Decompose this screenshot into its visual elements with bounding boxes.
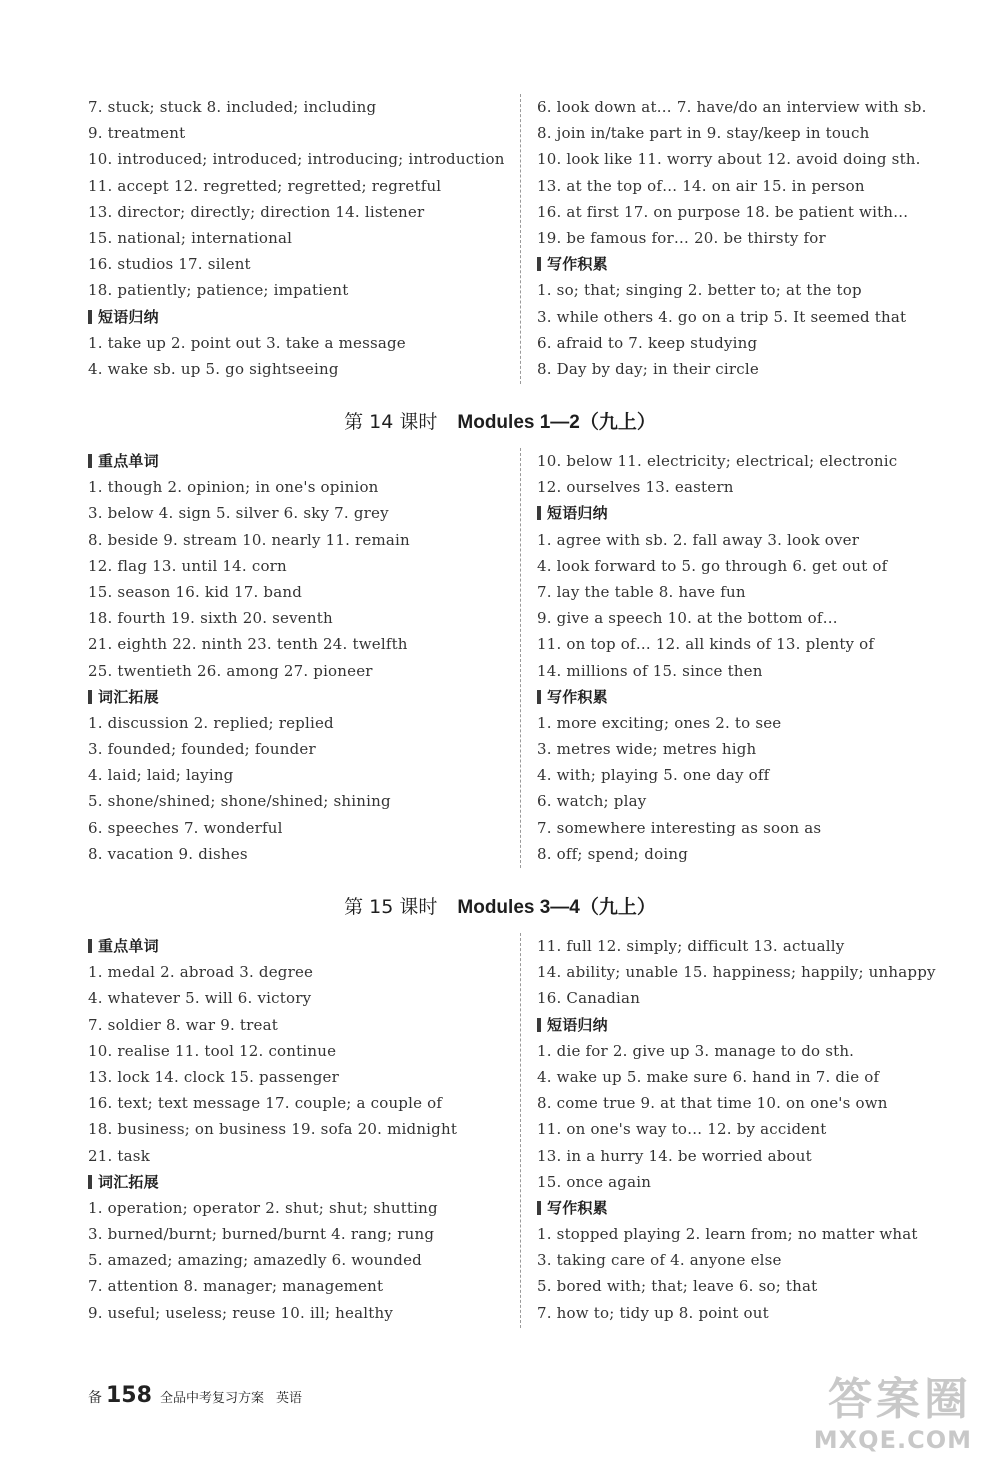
lesson15-left-column xyxy=(88,933,508,1326)
answer-text: 16. text; text message 17. couple; a couple of xyxy=(88,1094,443,1113)
section-heading xyxy=(537,251,957,277)
lesson15-right-column xyxy=(537,933,957,1326)
answer-line xyxy=(88,1064,508,1090)
section-heading-label: 重点单词 xyxy=(98,452,159,470)
answer-line xyxy=(537,1221,957,1247)
answer-line xyxy=(537,304,957,330)
answer-line xyxy=(537,985,957,1011)
lesson14-left-column xyxy=(88,448,508,867)
answer-line xyxy=(537,841,957,867)
answer-text: 4. whatever 5. will 6. victory xyxy=(88,989,312,1008)
answer-line xyxy=(537,356,957,382)
answer-line xyxy=(88,330,508,356)
lesson-14-title-en: Modules 1—2（九上） xyxy=(457,412,656,433)
answer-line xyxy=(88,579,508,605)
answer-text: 1. stopped playing 2. learn from; no matter what xyxy=(537,1225,918,1244)
section-heading-label: 写作积累 xyxy=(547,1198,608,1217)
answer-text: 7. how to; tidy up 8. point out xyxy=(537,1303,769,1322)
answer-line xyxy=(88,553,508,579)
answer-line xyxy=(537,1038,957,1064)
answer-text: 1. discussion 2. replied; replied xyxy=(88,713,334,732)
answer-line xyxy=(537,736,957,762)
answer-text: 18. business; on business 19. sofa 20. midnight xyxy=(88,1120,458,1139)
watermark-logo xyxy=(772,1374,972,1454)
answer-line xyxy=(537,788,957,814)
answer-text: 12. flag 13. until 14. corn xyxy=(88,556,287,575)
answer-text: 3. metres wide; metres high xyxy=(537,740,757,759)
answer-line xyxy=(537,1116,957,1142)
answer-text: 19. be famous for… 20. be thirsty for xyxy=(537,228,826,247)
heading-bar-icon xyxy=(537,1201,541,1215)
answer-text: 5. shone/shined; shone/shined; shining xyxy=(88,792,391,811)
answer-line xyxy=(537,277,957,303)
answer-text: 8. join in/take part in 9. stay/keep in touch xyxy=(537,124,870,143)
answer-line xyxy=(88,527,508,553)
answer-line xyxy=(88,146,508,172)
answer-text: 13. at the top of… 14. on air 15. in person xyxy=(537,176,865,195)
answer-text: 10. introduced; introduced; introducing; introduction xyxy=(88,150,505,169)
answer-text: 14. ability; unable 15. happiness; happily; unhappy xyxy=(537,963,936,982)
column-divider xyxy=(520,94,521,384)
heading-bar-icon xyxy=(88,939,92,953)
answer-text: 5. amazed; amazing; amazedly 6. wounded xyxy=(88,1251,422,1270)
answer-text: 7. soldier 8. war 9. treat xyxy=(88,1015,278,1034)
answer-line xyxy=(537,579,957,605)
answer-text: 18. fourth 19. sixth 20. seventh xyxy=(88,609,333,628)
section-heading-label: 短语归纳 xyxy=(98,307,159,326)
answer-text: 8. beside 9. stream 10. nearly 11. remain xyxy=(88,530,410,549)
section-heading xyxy=(88,933,508,959)
sec1-right-column xyxy=(537,94,957,382)
answer-line xyxy=(537,448,957,474)
answer-line xyxy=(537,120,957,146)
answer-text: 15. national; international xyxy=(88,228,293,247)
answer-line xyxy=(88,356,508,382)
heading-bar-icon xyxy=(537,690,541,704)
sec1-left-column xyxy=(88,94,508,382)
answer-text: 9. useful; useless; reuse 10. ill; healthy xyxy=(88,1303,394,1322)
answer-text: 25. twentieth 26. among 27. pioneer xyxy=(88,661,373,680)
answer-line xyxy=(88,762,508,788)
section-heading xyxy=(537,1012,957,1038)
answer-text: 8. vacation 9. dishes xyxy=(88,844,248,863)
answer-line xyxy=(88,1195,508,1221)
section-heading xyxy=(88,1169,508,1195)
answer-text: 1. so; that; singing 2. better to; at the top xyxy=(537,281,862,300)
section-heading xyxy=(537,1195,957,1221)
answer-text: 1. take up 2. point out 3. take a message xyxy=(88,333,406,352)
answer-text: 8. Day by day; in their circle xyxy=(537,359,759,378)
lesson-14-title-cn: 第 14 课时 xyxy=(344,411,438,433)
answer-line xyxy=(88,120,508,146)
section-heading xyxy=(537,500,957,526)
answer-line xyxy=(88,251,508,277)
answer-line xyxy=(88,500,508,526)
answer-text: 1. die for 2. give up 3. manage to do sth. xyxy=(537,1041,855,1060)
heading-bar-icon xyxy=(537,1018,541,1032)
book-title: 全品中考复习方案 xyxy=(159,1391,264,1406)
answer-text: 1. agree with sb. 2. fall away 3. look over xyxy=(537,530,860,549)
answer-text: 13. lock 14. clock 15. passenger xyxy=(88,1067,339,1086)
section-heading-label: 写作积累 xyxy=(547,255,608,274)
answer-text: 6. look down at… 7. have/do an interview with sb. xyxy=(537,98,927,116)
heading-bar-icon xyxy=(88,690,92,704)
answer-line xyxy=(537,199,957,225)
answer-text: 6. afraid to 7. keep studying xyxy=(537,333,758,352)
answer-text: 4. wake sb. up 5. go sightseeing xyxy=(88,359,339,378)
answer-text: 16. at first 17. on purpose 18. be patient with… xyxy=(537,202,909,221)
section-heading xyxy=(88,684,508,710)
answer-text: 10. look like 11. worry about 12. avoid doing sth. xyxy=(537,150,921,169)
answer-line xyxy=(537,1247,957,1273)
answer-line xyxy=(88,199,508,225)
answer-text: 15. season 16. kid 17. band xyxy=(88,582,303,601)
answer-text: 11. on one's way to… 12. by accident xyxy=(537,1120,827,1139)
answer-line xyxy=(88,841,508,867)
answer-line xyxy=(537,658,957,684)
answer-line xyxy=(88,736,508,762)
answer-line xyxy=(88,1247,508,1273)
answer-line xyxy=(537,330,957,356)
answer-text: 3. taking care of 4. anyone else xyxy=(537,1251,782,1270)
lesson-15-title-cn: 第 15 课时 xyxy=(344,896,438,918)
heading-bar-icon xyxy=(88,310,92,324)
column-divider xyxy=(520,448,521,868)
answer-line xyxy=(537,146,957,172)
answer-text: 10. below 11. electricity; electrical; electronic xyxy=(537,452,898,470)
answer-text: 8. come true 9. at that time 10. on one's own xyxy=(537,1094,888,1113)
answer-text: 4. look forward to 5. go through 6. get out of xyxy=(537,556,888,575)
answer-text: 18. patiently; patience; impatient xyxy=(88,281,349,300)
answer-text: 9. give a speech 10. at the bottom of… xyxy=(537,609,838,628)
answer-text: 3. founded; founded; founder xyxy=(88,740,316,759)
answer-text: 6. speeches 7. wonderful xyxy=(88,818,283,837)
answer-line xyxy=(88,277,508,303)
answer-text: 4. wake up 5. make sure 6. hand in 7. die of xyxy=(537,1067,880,1086)
answer-line xyxy=(537,762,957,788)
answer-text: 3. while others 4. go on a trip 5. It seemed that xyxy=(537,307,907,326)
answer-text: 9. treatment xyxy=(88,124,186,143)
answer-text: 12. ourselves 13. eastern xyxy=(537,478,734,497)
answer-text: 4. with; playing 5. one day off xyxy=(537,766,770,785)
answer-line xyxy=(88,1300,508,1326)
answer-text: 15. once again xyxy=(537,1172,652,1191)
answer-line xyxy=(537,1300,957,1326)
answer-text: 14. millions of 15. since then xyxy=(537,661,763,680)
answer-line xyxy=(88,1090,508,1116)
answer-line xyxy=(537,815,957,841)
answer-line xyxy=(537,94,957,120)
answer-line xyxy=(88,631,508,657)
answer-line xyxy=(537,631,957,657)
answer-text: 21. task xyxy=(88,1146,150,1165)
answer-text: 5. bored with; that; leave 6. so; that xyxy=(537,1277,818,1296)
section-heading xyxy=(88,448,508,474)
lesson-15-title-en: Modules 3—4（九上） xyxy=(457,897,656,918)
section-heading xyxy=(88,304,508,330)
answer-text: 7. attention 8. manager; management xyxy=(88,1277,384,1296)
answer-line xyxy=(88,1143,508,1169)
answer-text: 8. off; spend; doing xyxy=(537,844,688,863)
answer-line xyxy=(88,225,508,251)
answer-text: 13. in a hurry 14. be worried about xyxy=(537,1146,812,1165)
column-divider xyxy=(520,933,521,1328)
watermark-text: 答案圈 xyxy=(828,1374,972,1425)
answer-line xyxy=(88,474,508,500)
answer-text: 10. realise 11. tool 12. continue xyxy=(88,1041,337,1060)
answer-text: 11. accept 12. regretted; regretted; regretful xyxy=(88,176,442,195)
heading-bar-icon xyxy=(88,454,92,468)
answer-line xyxy=(88,985,508,1011)
section-heading xyxy=(537,684,957,710)
answer-text: 3. burned/burnt; burned/burnt 4. rang; rung xyxy=(88,1225,435,1244)
answer-line xyxy=(88,710,508,736)
answer-line xyxy=(88,1038,508,1064)
section-heading-label: 短语归纳 xyxy=(547,1015,608,1034)
answer-line xyxy=(88,173,508,199)
answer-line xyxy=(537,1169,957,1195)
subject-label: 英语 xyxy=(275,1391,302,1406)
heading-bar-icon xyxy=(88,1175,92,1189)
answer-text: 13. director; directly; direction 14. listener xyxy=(88,202,425,221)
answer-text: 7. stuck; stuck 8. included; including xyxy=(88,98,377,116)
answer-line xyxy=(537,1064,957,1090)
answer-line xyxy=(537,1273,957,1299)
answer-line xyxy=(537,553,957,579)
answer-line xyxy=(537,710,957,736)
section-heading-label: 词汇拓展 xyxy=(98,687,159,706)
heading-bar-icon xyxy=(537,506,541,520)
heading-bar-icon xyxy=(537,257,541,271)
answer-text: 4. laid; laid; laying xyxy=(88,766,234,785)
answer-text: 7. lay the table 8. have fun xyxy=(537,582,746,601)
page-footer xyxy=(88,1381,302,1411)
section-heading-label: 重点单词 xyxy=(98,937,159,955)
answer-line xyxy=(88,1221,508,1247)
section-heading-label: 短语归纳 xyxy=(547,504,608,523)
answer-line xyxy=(88,605,508,631)
answer-text: 11. full 12. simply; difficult 13. actually xyxy=(537,937,845,955)
answer-line xyxy=(88,1273,508,1299)
answer-line xyxy=(88,815,508,841)
answer-line xyxy=(537,474,957,500)
answer-line xyxy=(537,1090,957,1116)
answer-line xyxy=(88,658,508,684)
answer-text: 21. eighth 22. ninth 23. tenth 24. twelfth xyxy=(88,635,408,654)
answer-text: 3. below 4. sign 5. silver 6. sky 7. grey xyxy=(88,504,389,523)
lesson-15-title xyxy=(0,892,1000,922)
answer-line xyxy=(88,1116,508,1142)
answer-text: 6. watch; play xyxy=(537,792,647,811)
answer-line xyxy=(88,1012,508,1038)
answer-line xyxy=(88,94,508,120)
footer-mark: 备 xyxy=(88,1390,102,1406)
lesson-14-title xyxy=(0,407,1000,437)
answer-line xyxy=(537,959,957,985)
answer-line xyxy=(537,527,957,553)
answer-line xyxy=(537,933,957,959)
answer-text: 16. Canadian xyxy=(537,989,641,1008)
section-heading-label: 词汇拓展 xyxy=(98,1172,159,1191)
answer-line xyxy=(537,225,957,251)
lesson14-right-column xyxy=(537,448,957,867)
answer-text: 7. somewhere interesting as soon as xyxy=(537,818,822,837)
page-number: 158 xyxy=(106,1383,152,1408)
answer-line xyxy=(537,1143,957,1169)
section-heading-label: 写作积累 xyxy=(547,687,608,706)
answer-text: 16. studios 17. silent xyxy=(88,255,251,274)
answer-line xyxy=(537,605,957,631)
watermark-url: MXQE.COM xyxy=(813,1426,972,1454)
answer-text: 1. though 2. opinion; in one's opinion xyxy=(88,478,379,497)
answer-text: 1. more exciting; ones 2. to see xyxy=(537,713,782,732)
answer-text: 11. on top of… 12. all kinds of 13. plenty of xyxy=(537,635,875,654)
answer-line xyxy=(88,788,508,814)
answer-text: 1. medal 2. abroad 3. degree xyxy=(88,963,314,982)
answer-line xyxy=(88,959,508,985)
answer-line xyxy=(537,173,957,199)
answer-text: 1. operation; operator 2. shut; shut; shutting xyxy=(88,1198,438,1217)
